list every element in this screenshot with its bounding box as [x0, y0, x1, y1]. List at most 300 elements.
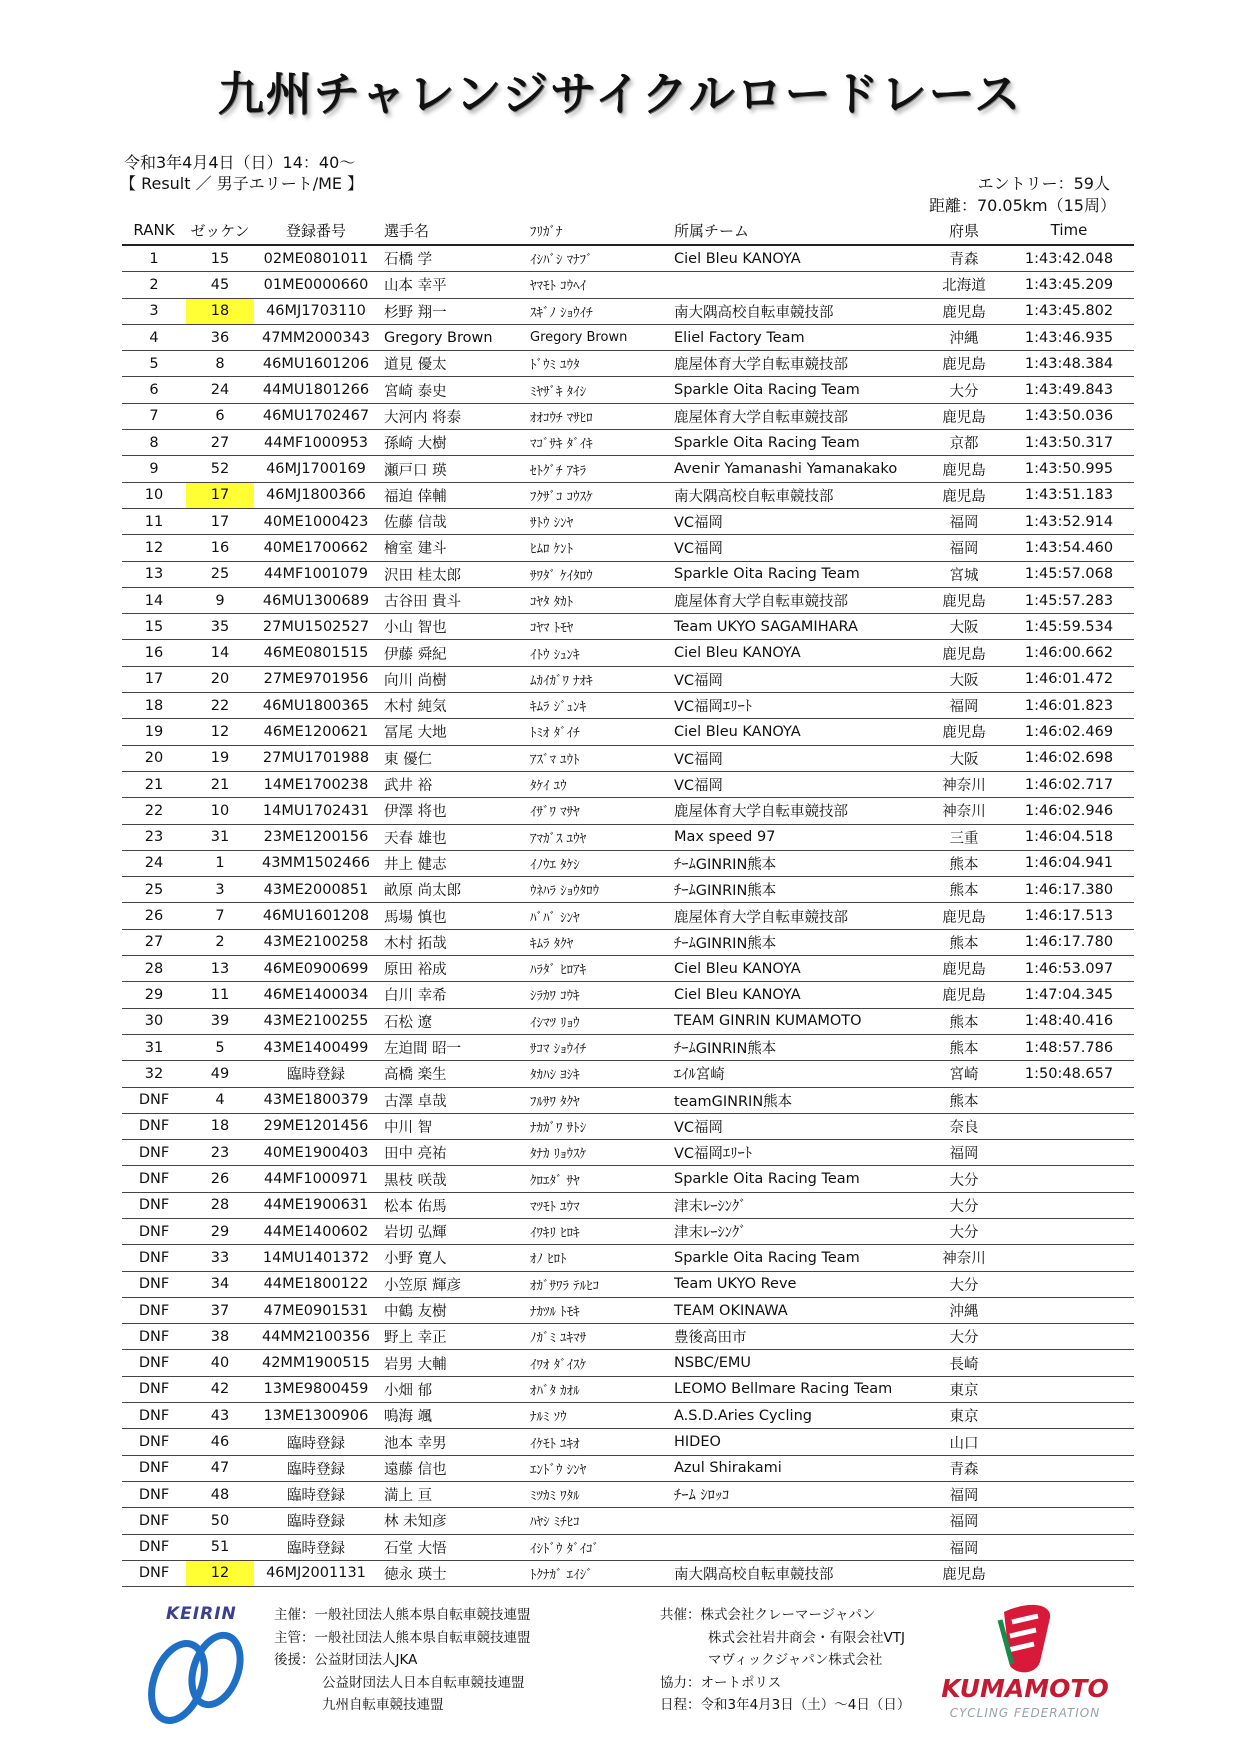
cell-registration: 46MU1601206	[254, 351, 378, 377]
cell-rank: DNF	[122, 1245, 186, 1271]
cell-bib: 5	[186, 1034, 254, 1060]
cell-bib: 12	[186, 719, 254, 745]
cell-furigana: ｳﾈﾊﾗ ｼｮｳﾀﾛｳ	[526, 877, 670, 903]
cell-team: VC福岡	[670, 508, 924, 534]
cell-furigana: ｲﾜｷﾘ ﾋﾛｷ	[526, 1218, 670, 1244]
cell-name: 林 未知彦	[378, 1508, 526, 1534]
result-category: 【 Result ／ 男子エリート/ME 】	[120, 174, 364, 193]
cell-prefecture: 大阪	[924, 745, 1004, 771]
cell-registration: 44MM2100356	[254, 1324, 378, 1350]
cell-prefecture: 山口	[924, 1429, 1004, 1455]
cell-team: ﾁｰﾑGINRIN熊本	[670, 1034, 924, 1060]
cell-prefecture: 福岡	[924, 535, 1004, 561]
cell-furigana: ｷﾑﾗ ｼﾞｭﾝｷ	[526, 693, 670, 719]
cell-bib: 8	[186, 351, 254, 377]
cell-team: Team UKYO SAGAMIHARA	[670, 614, 924, 640]
cell-time: 1:46:17.513	[1004, 903, 1134, 929]
cell-name: 武井 裕	[378, 771, 526, 797]
cell-name: 馬場 慎也	[378, 903, 526, 929]
cell-registration: 44MF1000971	[254, 1166, 378, 1192]
cell-furigana: Gregory Brown	[526, 324, 670, 350]
cell-time: 1:43:46.935	[1004, 324, 1134, 350]
footer	[0, 1600, 1240, 1750]
cell-furigana: ﾏｺﾞｻｷ ﾀﾞｲｷ	[526, 430, 670, 456]
cell-registration: 43ME2000851	[254, 877, 378, 903]
cell-prefecture: 東京	[924, 1403, 1004, 1429]
cell-prefecture: 大阪	[924, 666, 1004, 692]
cell-furigana: ｻｺﾏ ｼｮｳｲﾁ	[526, 1034, 670, 1060]
cell-furigana: ｱﾏｶﾞｽ ﾕｳﾔ	[526, 824, 670, 850]
cell-furigana: ﾐﾔｻﾞｷ ﾀｲｼ	[526, 377, 670, 403]
table-row	[122, 456, 1134, 482]
cell-registration: 47ME0901531	[254, 1297, 378, 1323]
cell-furigana: ﾋﾑﾛ ｹﾝﾄ	[526, 535, 670, 561]
table-row	[122, 877, 1134, 903]
cell-rank: DNF	[122, 1560, 186, 1586]
cell-bib: 24	[186, 377, 254, 403]
cell-registration: 14ME1700238	[254, 771, 378, 797]
cell-registration: 44ME1400602	[254, 1218, 378, 1244]
cell-registration: 40ME1000423	[254, 508, 378, 534]
cell-rank: 22	[122, 798, 186, 824]
cell-name: 白川 幸希	[378, 982, 526, 1008]
table-row	[122, 798, 1134, 824]
cell-registration: 臨時登録	[254, 1455, 378, 1481]
cell-team: Azul Shirakami	[670, 1455, 924, 1481]
cell-registration: 43ME1400499	[254, 1034, 378, 1060]
cell-rank: 20	[122, 745, 186, 771]
cell-rank: 31	[122, 1034, 186, 1060]
cell-bib: 14	[186, 640, 254, 666]
cell-registration: 02ME0801011	[254, 245, 378, 272]
cell-registration: 13ME9800459	[254, 1376, 378, 1402]
cell-registration: 臨時登録	[254, 1429, 378, 1455]
cell-rank: 13	[122, 561, 186, 587]
cell-name: 徳永 瑛士	[378, 1560, 526, 1586]
cell-time: 1:43:49.843	[1004, 377, 1134, 403]
cell-time: 1:45:57.283	[1004, 587, 1134, 613]
cell-registration: 43ME2100255	[254, 1008, 378, 1034]
cell-bib: 52	[186, 456, 254, 482]
cell-furigana: ｲﾉｳｴ ﾀｹｼ	[526, 850, 670, 876]
cell-rank: DNF	[122, 1534, 186, 1560]
cell-time	[1004, 1087, 1134, 1113]
cell-name: 道見 優太	[378, 351, 526, 377]
cell-bib: 10	[186, 798, 254, 824]
cell-prefecture: 奈良	[924, 1113, 1004, 1139]
cell-registration: 27MU1701988	[254, 745, 378, 771]
cell-prefecture: 宮崎	[924, 1061, 1004, 1087]
table-row	[122, 1403, 1134, 1429]
table-row	[122, 982, 1134, 1008]
col-bib: ゼッケン	[186, 216, 254, 245]
cell-name: 田中 亮祐	[378, 1140, 526, 1166]
cell-registration: 42MM1900515	[254, 1350, 378, 1376]
organizer: 主催：一般社団法人熊本県自転車競技連盟	[274, 1607, 531, 1623]
cell-furigana: ｲｹﾓﾄ ﾕｷｵ	[526, 1429, 670, 1455]
cell-time	[1004, 1245, 1134, 1271]
cell-prefecture: 福岡	[924, 1140, 1004, 1166]
cell-rank: DNF	[122, 1087, 186, 1113]
cell-furigana: ｺﾔﾀ ﾀｶﾄ	[526, 587, 670, 613]
table-row	[122, 1218, 1134, 1244]
keirin-logo-text: KEIRIN	[166, 1604, 237, 1624]
cell-bib: 22	[186, 693, 254, 719]
cell-team: NSBC/EMU	[670, 1350, 924, 1376]
cell-name: 古谷田 貴斗	[378, 587, 526, 613]
cell-prefecture: 宮城	[924, 561, 1004, 587]
cell-prefecture: 北海道	[924, 272, 1004, 298]
cell-bib: 18	[186, 1113, 254, 1139]
cell-bib: 17	[186, 508, 254, 534]
cell-time: 1:46:01.823	[1004, 693, 1134, 719]
header-row	[122, 216, 1134, 245]
cell-name: 遠藤 信也	[378, 1455, 526, 1481]
cell-name: 黒枝 咲哉	[378, 1166, 526, 1192]
table-row	[122, 745, 1134, 771]
cell-bib: 15	[186, 245, 254, 272]
cell-prefecture: 熊本	[924, 1034, 1004, 1060]
cell-bib: 31	[186, 824, 254, 850]
sponsors-left	[274, 1604, 531, 1717]
cell-registration: 14MU1401372	[254, 1245, 378, 1271]
cell-prefecture: 鹿児島	[924, 587, 1004, 613]
cell-team: VC福岡	[670, 666, 924, 692]
cell-furigana: ﾄｸﾅｶﾞ ｴｲｼﾞ	[526, 1560, 670, 1586]
table-row	[122, 1166, 1134, 1192]
cell-rank: DNF	[122, 1192, 186, 1218]
table-row	[122, 1087, 1134, 1113]
cell-furigana: ｵﾉ ﾋﾛﾄ	[526, 1245, 670, 1271]
cell-name: 左迫間 昭一	[378, 1034, 526, 1060]
cell-rank: 32	[122, 1061, 186, 1087]
cell-prefecture: 鹿児島	[924, 298, 1004, 324]
cell-rank: DNF	[122, 1324, 186, 1350]
cell-team: A.S.D.Aries Cycling	[670, 1403, 924, 1429]
managing-body: 主管：一般社団法人熊本県自転車競技連盟	[274, 1629, 531, 1646]
cell-furigana: ｻﾜﾀﾞ ｹｲﾀﾛｳ	[526, 561, 670, 587]
cell-bib: 48	[186, 1481, 254, 1507]
cell-team: Max speed 97	[670, 824, 924, 850]
cell-furigana: ｵﾊﾞﾀ ｶｵﾙ	[526, 1376, 670, 1402]
cell-time: 1:50:48.657	[1004, 1061, 1134, 1087]
cell-prefecture: 福岡	[924, 1534, 1004, 1560]
cell-prefecture: 福岡	[924, 508, 1004, 534]
cell-bib: 16	[186, 535, 254, 561]
cell-rank: 11	[122, 508, 186, 534]
cell-registration: 44MF1001079	[254, 561, 378, 587]
table-row	[122, 929, 1134, 955]
cell-team	[670, 272, 924, 298]
cell-name: 高橋 楽生	[378, 1061, 526, 1087]
schedule: 日程：令和3年4月3日（土）～4日（日）	[660, 1697, 911, 1713]
table-row	[122, 1297, 1134, 1323]
cell-team: ﾁｰﾑGINRIN熊本	[670, 929, 924, 955]
cell-rank: DNF	[122, 1376, 186, 1402]
page-title: 九州チャレンジサイクルロードレース	[217, 67, 1023, 121]
table-row	[122, 430, 1134, 456]
cell-time: 1:46:02.946	[1004, 798, 1134, 824]
cell-furigana: ｺﾔﾏ ﾄﾓﾔ	[526, 614, 670, 640]
table-row	[122, 666, 1134, 692]
table-row	[122, 614, 1134, 640]
cell-prefecture: 東京	[924, 1376, 1004, 1402]
cell-team: 鹿屋体育大学自転車競技部	[670, 798, 924, 824]
cell-team: Ciel Bleu KANOYA	[670, 982, 924, 1008]
cell-team: 鹿屋体育大学自転車競技部	[670, 903, 924, 929]
cell-team: teamGINRIN熊本	[670, 1087, 924, 1113]
cell-prefecture: 鹿児島	[924, 456, 1004, 482]
cell-furigana: ｱｽﾞﾏ ﾕｳﾄ	[526, 745, 670, 771]
cell-name: 東 優仁	[378, 745, 526, 771]
cell-prefecture: 神奈川	[924, 771, 1004, 797]
cell-furigana: ｷﾑﾗ ﾀｸﾔ	[526, 929, 670, 955]
cell-furigana: ﾊﾞﾊﾞ ｼﾝﾔ	[526, 903, 670, 929]
cell-bib: 36	[186, 324, 254, 350]
cell-registration: 46MU1800365	[254, 693, 378, 719]
cell-registration: 44ME1800122	[254, 1271, 378, 1297]
cell-rank: 6	[122, 377, 186, 403]
cell-name: 向川 尚樹	[378, 666, 526, 692]
cell-registration: 46MJ1703110	[254, 298, 378, 324]
table-row	[122, 903, 1134, 929]
cell-registration: 臨時登録	[254, 1061, 378, 1087]
cell-bib: 6	[186, 403, 254, 429]
cell-name: 沢田 桂太郎	[378, 561, 526, 587]
cell-rank: DNF	[122, 1218, 186, 1244]
table-row	[122, 587, 1134, 613]
table-row	[122, 324, 1134, 350]
cell-rank: 27	[122, 929, 186, 955]
cell-bib: 1	[186, 850, 254, 876]
cell-rank: 5	[122, 351, 186, 377]
cell-team: Team UKYO Reve	[670, 1271, 924, 1297]
supporter-2: 公益財団法人日本自転車競技連盟	[322, 1674, 525, 1691]
cell-team: VC福岡	[670, 745, 924, 771]
cell-team: Sparkle Oita Racing Team	[670, 1245, 924, 1271]
cell-bib: 7	[186, 903, 254, 929]
table-row	[122, 377, 1134, 403]
col-prefecture: 府県	[924, 216, 1004, 245]
cell-prefecture: 鹿児島	[924, 351, 1004, 377]
cell-team: ﾁｰﾑ ｼﾛｯｺ	[670, 1481, 924, 1507]
cell-furigana: ﾉｶﾞﾐ ﾕｷﾏｻ	[526, 1324, 670, 1350]
table-row	[122, 956, 1134, 982]
cell-rank: 19	[122, 719, 186, 745]
cell-bib: 9	[186, 587, 254, 613]
cell-prefecture: 沖縄	[924, 324, 1004, 350]
table-row	[122, 1534, 1134, 1560]
table-row	[122, 561, 1134, 587]
cell-prefecture: 大阪	[924, 614, 1004, 640]
cell-time: 1:46:04.941	[1004, 850, 1134, 876]
cell-prefecture: 神奈川	[924, 1245, 1004, 1271]
col-time: Time	[1004, 216, 1134, 245]
col-registration: 登録番号	[254, 216, 378, 245]
keirin-logo	[138, 1604, 258, 1734]
cell-time: 1:43:50.995	[1004, 456, 1134, 482]
table-row	[122, 1560, 1134, 1586]
cell-time	[1004, 1218, 1134, 1244]
cell-furigana: ｲｼﾄﾞｳ ﾀﾞｲｺﾞ	[526, 1534, 670, 1560]
cell-prefecture: 鹿児島	[924, 903, 1004, 929]
cell-registration: 13ME1300906	[254, 1403, 378, 1429]
cell-time: 1:47:04.345	[1004, 982, 1134, 1008]
cell-registration: 46MJ1800366	[254, 482, 378, 508]
cell-name: 山本 幸平	[378, 272, 526, 298]
cell-registration: 46MU1601208	[254, 903, 378, 929]
cell-time: 1:46:02.698	[1004, 745, 1134, 771]
cell-bib: 12	[186, 1560, 254, 1586]
cell-time	[1004, 1271, 1134, 1297]
cell-time: 1:43:42.048	[1004, 245, 1134, 272]
table-row	[122, 1061, 1134, 1087]
cell-name: 原田 裕成	[378, 956, 526, 982]
cell-team: LEOMO Bellmare Racing Team	[670, 1376, 924, 1402]
cell-prefecture: 青森	[924, 1455, 1004, 1481]
cell-rank: 28	[122, 956, 186, 982]
cell-time: 1:48:57.786	[1004, 1034, 1134, 1060]
cell-registration: 27ME9701956	[254, 666, 378, 692]
cell-time: 1:43:45.802	[1004, 298, 1134, 324]
cell-team: 鹿屋体育大学自転車競技部	[670, 403, 924, 429]
cell-registration: 40ME1700662	[254, 535, 378, 561]
cell-name: 石堂 大悟	[378, 1534, 526, 1560]
cell-time	[1004, 1324, 1134, 1350]
cell-team: Ciel Bleu KANOYA	[670, 245, 924, 272]
cell-rank: 8	[122, 430, 186, 456]
cell-team: Sparkle Oita Racing Team	[670, 430, 924, 456]
kumamoto-logo-subtext: CYCLING FEDERATION	[949, 1706, 1101, 1720]
cell-team: HIDEO	[670, 1429, 924, 1455]
cell-furigana: ｽｷﾞﾉ ｼｮｳｲﾁ	[526, 298, 670, 324]
cell-prefecture: 大分	[924, 1192, 1004, 1218]
cell-registration: 47MM2000343	[254, 324, 378, 350]
cell-time: 1:43:54.460	[1004, 535, 1134, 561]
cell-furigana: ｴﾝﾄﾞｳ ｼﾝﾔ	[526, 1455, 670, 1481]
table-row	[122, 272, 1134, 298]
cell-bib: 45	[186, 272, 254, 298]
cell-team: ﾁｰﾑGINRIN熊本	[670, 877, 924, 903]
cell-team: 津末ﾚｰｼﾝｸﾞ	[670, 1192, 924, 1218]
cell-registration: 46MJ2001131	[254, 1560, 378, 1586]
cell-furigana: ｸﾛｴﾀﾞ ｻﾔ	[526, 1166, 670, 1192]
cell-prefecture: 福岡	[924, 1508, 1004, 1534]
cell-prefecture: 長崎	[924, 1350, 1004, 1376]
cell-name: 石松 遼	[378, 1008, 526, 1034]
kumamoto-emblem-icon	[940, 1600, 1110, 1680]
cell-furigana: ｲﾄｳ ｼｭﾝｷ	[526, 640, 670, 666]
cell-rank: 30	[122, 1008, 186, 1034]
cell-rank: 9	[122, 456, 186, 482]
table-row	[122, 1429, 1134, 1455]
cell-registration: 29ME1201456	[254, 1113, 378, 1139]
entry-count: エントリー：59人	[977, 174, 1110, 193]
co-host-1: 共催：株式会社クレーマージャパン	[660, 1607, 876, 1623]
cooperation: 協力：オートポリス	[660, 1674, 782, 1691]
cell-bib: 17	[186, 482, 254, 508]
cell-time: 1:46:01.472	[1004, 666, 1134, 692]
cell-rank: 3	[122, 298, 186, 324]
cell-name: 満上 亘	[378, 1481, 526, 1507]
table-row	[122, 535, 1134, 561]
cell-bib: 37	[186, 1297, 254, 1323]
cell-name: 小畑 郁	[378, 1376, 526, 1402]
kumamoto-logo-text: KUMAMOTO	[941, 1674, 1109, 1703]
cell-time: 1:43:45.209	[1004, 272, 1134, 298]
cell-team: Sparkle Oita Racing Team	[670, 561, 924, 587]
cell-name: 岩切 弘輝	[378, 1218, 526, 1244]
cell-registration: 43ME2100258	[254, 929, 378, 955]
col-team: 所属チーム	[670, 216, 924, 245]
cell-furigana: ﾔﾏﾓﾄ ｺｳﾍｲ	[526, 272, 670, 298]
cell-bib: 42	[186, 1376, 254, 1402]
table-row	[122, 1140, 1134, 1166]
cell-rank: DNF	[122, 1166, 186, 1192]
cell-prefecture: 大分	[924, 1271, 1004, 1297]
cell-name: 冨尾 大地	[378, 719, 526, 745]
cell-bib: 35	[186, 614, 254, 640]
cell-team: Ciel Bleu KANOYA	[670, 719, 924, 745]
cell-rank: 25	[122, 877, 186, 903]
table-row	[122, 1271, 1134, 1297]
cell-prefecture: 鹿児島	[924, 956, 1004, 982]
col-rank: RANK	[122, 216, 186, 245]
kumamoto-federation-logo	[940, 1600, 1110, 1735]
cell-registration: 46MU1300689	[254, 587, 378, 613]
cell-furigana: ｲｻﾞﾜ ﾏｻﾔ	[526, 798, 670, 824]
cell-rank: 14	[122, 587, 186, 613]
cell-name: 天春 雄也	[378, 824, 526, 850]
cell-registration: 46ME0900699	[254, 956, 378, 982]
table-row	[122, 850, 1134, 876]
cell-time	[1004, 1455, 1134, 1481]
cell-time	[1004, 1113, 1134, 1139]
cell-time: 1:46:17.380	[1004, 877, 1134, 903]
table-row	[122, 403, 1134, 429]
cell-rank: 18	[122, 693, 186, 719]
cell-bib: 27	[186, 430, 254, 456]
table-row	[122, 508, 1134, 534]
cell-prefecture: 大分	[924, 1166, 1004, 1192]
cell-rank: 24	[122, 850, 186, 876]
table-row	[122, 1008, 1134, 1034]
table-row	[122, 771, 1134, 797]
cell-time	[1004, 1560, 1134, 1586]
cell-furigana: ﾌｸｻﾞｺ ｺｳｽｹ	[526, 482, 670, 508]
cell-furigana: ｾﾄｸﾞﾁ ｱｷﾗ	[526, 456, 670, 482]
cell-bib: 2	[186, 929, 254, 955]
cell-time	[1004, 1297, 1134, 1323]
cell-furigana: ﾑｶｲｶﾞﾜ ﾅｵｷ	[526, 666, 670, 692]
cell-time	[1004, 1350, 1134, 1376]
cell-bib: 34	[186, 1271, 254, 1297]
cell-prefecture: 鹿児島	[924, 719, 1004, 745]
cell-time: 1:46:02.469	[1004, 719, 1134, 745]
cell-furigana: ﾐﾂｶﾐ ﾜﾀﾙ	[526, 1481, 670, 1507]
cell-time: 1:46:00.662	[1004, 640, 1134, 666]
co-host-3: マヴィックジャパン株式会社	[708, 1652, 883, 1668]
cell-registration: 臨時登録	[254, 1508, 378, 1534]
cell-name: 池本 幸男	[378, 1429, 526, 1455]
cell-name: 檜室 建斗	[378, 535, 526, 561]
cell-prefecture: 三重	[924, 824, 1004, 850]
sponsors-right	[660, 1604, 910, 1717]
cell-rank: 12	[122, 535, 186, 561]
cell-team: 豊後高田市	[670, 1324, 924, 1350]
cell-team: Ciel Bleu KANOYA	[670, 956, 924, 982]
cell-name: 瀬戸口 瑛	[378, 456, 526, 482]
